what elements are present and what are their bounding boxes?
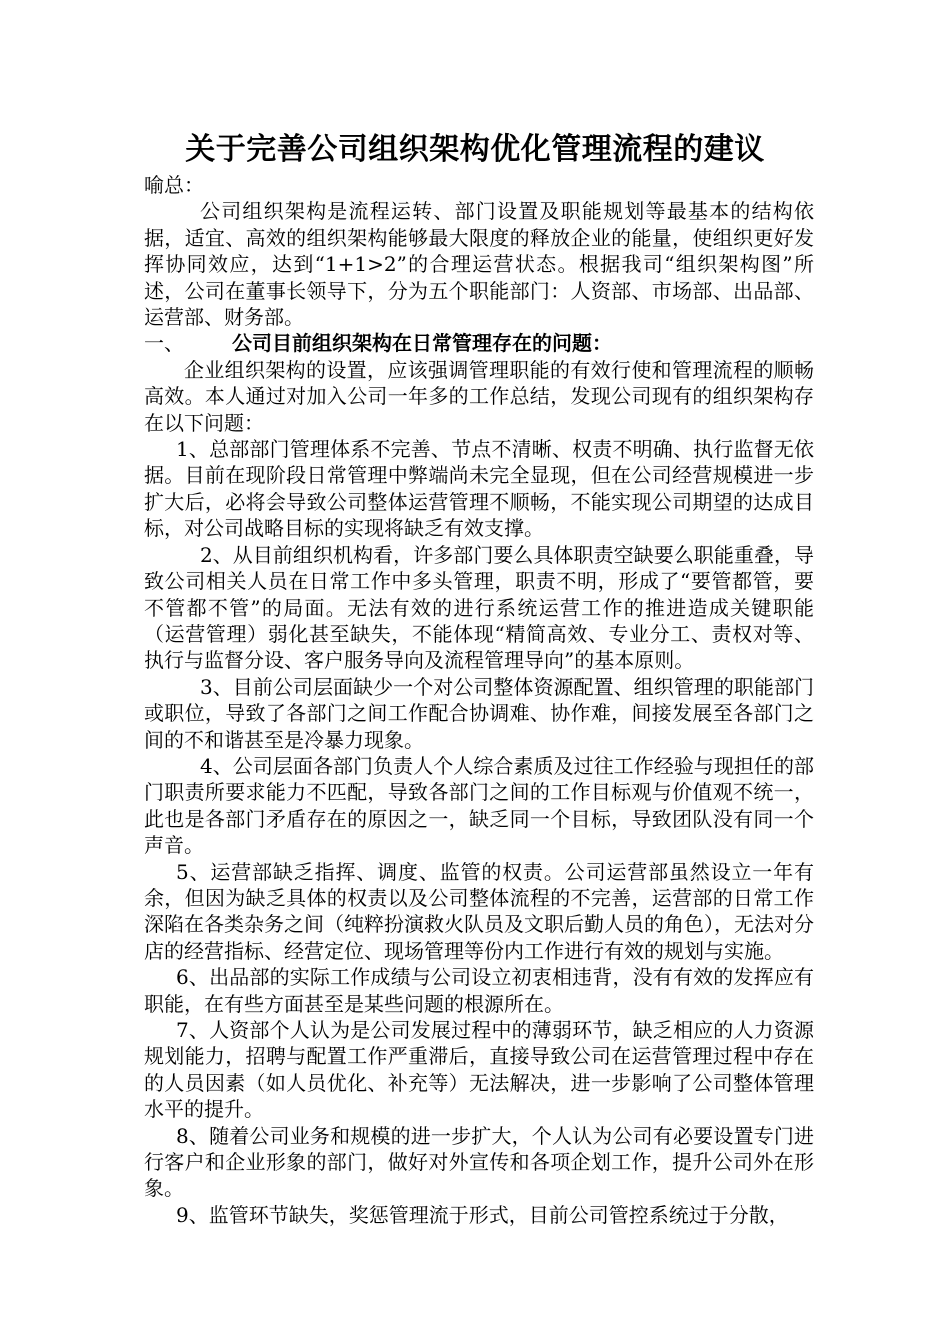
intro-paragraph: 公司组织架构是流程运转、部门设置及职能规划等最基本的结构依据，适宜、高效的组织架构能够最大限度的释放企业的能量，使组织更好发挥协同效应，达到“1+1>2”的合理运营状态。根据我司“组织架构图”所述，公司在董事长领导下，分为五个职能部门：人资部、市场部、出品部、运营部、财务部。	[144, 199, 814, 330]
document-body	[144, 172, 814, 1228]
section-heading	[144, 330, 814, 356]
problem-item: 3、目前公司层面缺少一个对公司整体资源配置、组织管理的职能部门或职位，导致了各部门之间工作配合协调难、协作难，间接发展至各部门之间的不和谐甚至是冷暴力现象。	[144, 674, 814, 752]
section-lead-paragraph: 企业组织架构的设置，应该强调管理职能的有效行使和管理流程的顺畅高效。本人通过对加入公司一年多的工作总结，发现公司现有的组织架构存在以下问题：	[144, 357, 814, 435]
section-number: 一、	[144, 331, 184, 356]
document-title: 关于完善公司组织架构优化管理流程的建议	[185, 132, 765, 167]
problem-item: 5、运营部缺乏指挥、调度、监管的权责。公司运营部虽然设立一年有余，但因为缺乏具体的权责以及公司整体流程的不完善，运营部的日常工作深陷在各类杂务之间（纯粹扮演救火队员及文职后勤人员的角色），无法对分店的经营指标、经营定位、现场管理等份内工作进行有效的规划与实施。	[144, 859, 814, 963]
problem-item: 2、从目前组织机构看，许多部门要么具体职责空缺要么职能重叠，导致公司相关人员在日常工作中多头管理，职责不明，形成了“要管都管，要不管都不管”的局面。无法有效的进行系统运营工作的推进造成关键职能（运营管理）弱化甚至缺失，不能体现“精简高效、专业分工、责权对等、执行与监督分设、客户服务导向及流程管理导向”的基本原则。	[144, 542, 814, 673]
problem-item: 8、随着公司业务和规模的进一步扩大，个人认为公司有必要设置专门进行客户和企业形象的部门，做好对外宣传和各项企划工作，提升公司外在形象。	[144, 1123, 814, 1201]
problem-item: 9、监管环节缺失，奖惩管理流于形式，目前公司管控系统过于分散，	[176, 1202, 789, 1227]
section-heading-text: 公司目前组织架构在日常管理存在的问题：	[232, 331, 612, 356]
problem-item: 6、出品部的实际工作成绩与公司设立初衷相违背，没有有效的发挥应有职能，在有些方面甚至是某些问题的根源所在。	[144, 965, 814, 1016]
salutation: 喻总：	[144, 173, 204, 197]
problem-item: 7、人资部个人认为是公司发展过程中的薄弱环节，缺乏相应的人力资源规划能力，招聘与配置工作严重滞后，直接导致公司在运营管理过程中存在的人员因素（如人员优化、补充等）无法解决，进一步影响了公司整体管理水平的提升。	[144, 1018, 814, 1122]
problem-item: 1、总部部门管理体系不完善、节点不清晰、权责不明确、执行监督无依据。目前在现阶段日常管理中弊端尚未完全显现，但在公司经营规模进一步扩大后，必将会导致公司整体运营管理不顺畅，不能实现公司期望的达成目标，对公司战略目标的实现将缺乏有效支撑。	[144, 437, 814, 541]
problem-item: 4、公司层面各部门负责人个人综合素质及过往工作经验与现担任的部门职责所要求能力不匹配，导致各部门之间的工作目标观与价值观不统一，此也是各部门矛盾存在的原因之一，缺乏同一个目标，导致团队没有同一个声音。	[144, 753, 814, 858]
